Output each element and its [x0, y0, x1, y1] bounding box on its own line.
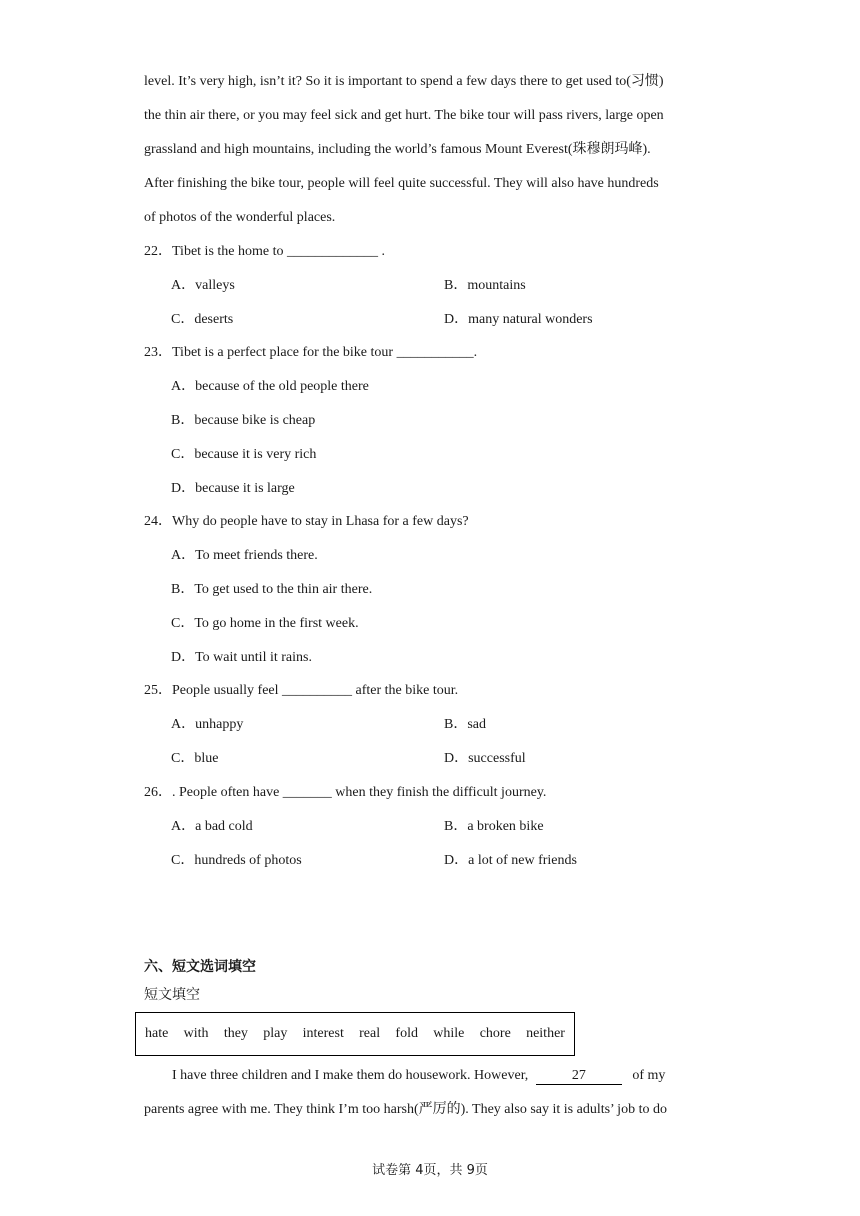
- passage-line: grassland and high mountains, including the world’s famous Mount Everest(珠穆朗玛峰).: [144, 142, 651, 157]
- cloze-text: I have three children and I make them do housework. However,: [172, 1068, 529, 1083]
- question-25-option-d[interactable]: D．successful: [444, 751, 526, 766]
- cloze-line-2: parents agree with me. They think I’m too harsh(严厉的). They also say it is adults’ job to do: [144, 1102, 667, 1117]
- passage-line: of photos of the wonderful places.: [144, 210, 336, 225]
- question-26-option-b[interactable]: B．a broken bike: [444, 819, 544, 834]
- question-22-option-b[interactable]: B．mountains: [444, 278, 526, 293]
- question-24-option-c[interactable]: C．To go home in the first week.: [171, 616, 359, 631]
- word-bank-item: fold: [395, 1026, 418, 1041]
- question-22-option-a[interactable]: A．valleys: [171, 278, 235, 293]
- section-title: 六、短文选词填空: [144, 959, 256, 975]
- word-bank-item: while: [433, 1026, 465, 1041]
- question-23-stem: 23．Tibet is a perfect place for the bike tour ___________.: [144, 345, 478, 360]
- passage-line: After finishing the bike tour, people will feel quite successful. They will also have hundreds: [144, 176, 659, 191]
- section-subtitle: 短文填空: [144, 987, 200, 1003]
- word-bank-item: real: [359, 1026, 381, 1041]
- passage-line: the thin air there, or you may feel sick and get hurt. The bike tour will pass rivers, large open: [144, 108, 664, 123]
- word-bank-item: neither: [526, 1026, 565, 1041]
- question-25-option-b[interactable]: B．sad: [444, 717, 486, 732]
- question-22-stem: 22．Tibet is the home to _____________ .: [144, 244, 385, 259]
- word-bank: [135, 1012, 575, 1056]
- question-24-option-b[interactable]: B．To get used to the thin air there.: [171, 582, 373, 597]
- question-24-option-a[interactable]: A．To meet friends there.: [171, 548, 318, 563]
- word-bank-item: play: [263, 1026, 288, 1041]
- question-25-option-c[interactable]: C．blue: [171, 751, 219, 766]
- page-footer: 试卷第 4页，共 9页: [372, 1163, 488, 1178]
- cloze-text: of my: [632, 1068, 666, 1083]
- question-22-option-c[interactable]: C．deserts: [171, 312, 234, 327]
- question-24-option-d[interactable]: D．To wait until it rains.: [171, 650, 312, 665]
- word-bank-item: interest: [302, 1026, 344, 1041]
- question-25-stem: 25．People usually feel __________ after the bike tour.: [144, 683, 459, 698]
- word-bank-item: with: [183, 1026, 209, 1041]
- passage-line: level. It’s very high, isn’t it? So it is important to spend a few days there to get used to(习惯): [144, 74, 664, 89]
- question-26-option-a[interactable]: A．a bad cold: [171, 819, 253, 834]
- question-26-option-d[interactable]: D．a lot of new friends: [444, 853, 577, 868]
- question-26-stem: 26．. People often have _______ when they finish the difficult journey.: [144, 785, 547, 800]
- question-24-stem: 24．Why do people have to stay in Lhasa for a few days?: [144, 514, 469, 529]
- blank-27[interactable]: 27: [536, 1068, 622, 1085]
- question-25-option-a[interactable]: A．unhappy: [171, 717, 244, 732]
- question-23-option-c[interactable]: C．because it is very rich: [171, 447, 317, 462]
- question-22-option-d[interactable]: D．many natural wonders: [444, 312, 593, 327]
- word-bank-item: chore: [479, 1026, 511, 1041]
- question-23-option-b[interactable]: B．because bike is cheap: [171, 413, 316, 428]
- cloze-line-1: [172, 1066, 665, 1086]
- question-26-option-c[interactable]: C．hundreds of photos: [171, 853, 302, 868]
- word-bank-item: they: [223, 1026, 248, 1041]
- question-23-option-d[interactable]: D．because it is large: [171, 481, 295, 496]
- word-bank-item: hate: [145, 1026, 169, 1041]
- question-23-option-a[interactable]: A．because of the old people there: [171, 379, 369, 394]
